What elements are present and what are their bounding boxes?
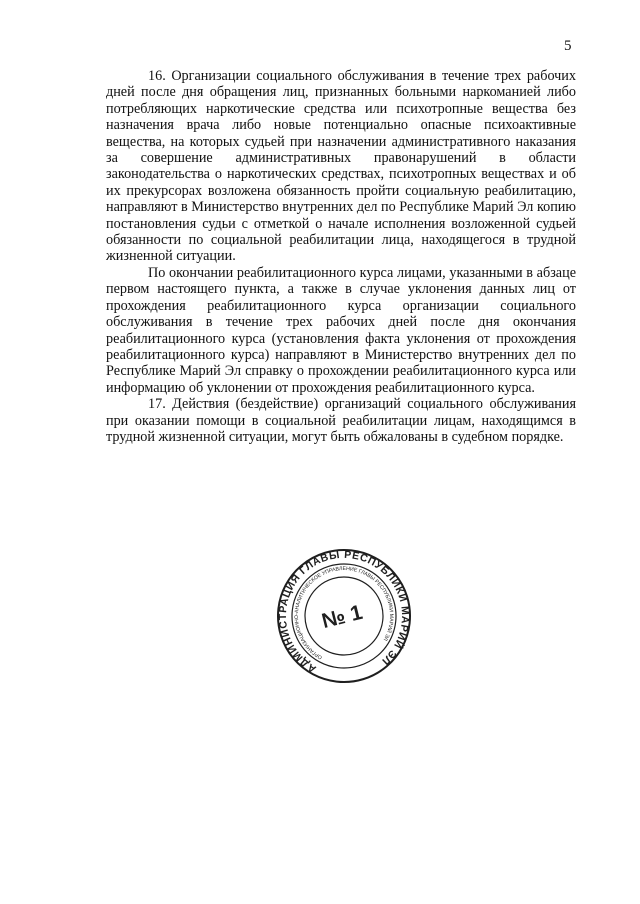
paragraph-17: 17. Действия (бездействие) организаций социального обслуживания при оказании помощи в социальной реабилитации лицам, находящимся в трудной жизненной ситуации, могут быть обжалованы в судебном порядке. xyxy=(106,396,576,445)
seal-inner-text: ОРГАНИЗАЦИОННО-АНАЛИТИЧЕСКОЕ УПРАВЛЕНИЕ ГЛАВЫ РЕСПУБЛИКИ МАРИЙ ЭЛ xyxy=(293,565,395,661)
seal-outer-text: АДМИНИСТРАЦИЯ ГЛАВЫ РЕСПУБЛИКИ МАРИЙ ЭЛ xyxy=(276,548,412,676)
official-seal xyxy=(276,548,412,684)
paragraph-16: 16. Организации социального обслуживания в течение трех рабочих дней после дня обращения лиц, признанных больными наркоманией либо потребляющих наркотические средства или психотропные вещества без назначения врача либо новые потенциально опасные психоактивные вещества, на которых судьей при назначении административного наказания за совершение административных правонарушений в области законодательства о наркотических средствах, психотропных веществах и об их прекурсорах возложена обязанность пройти социальную реабилитацию, направляют в Министерство внутренних дел по Республике Марий Эл копию постановления судьи с отметкой о начале исполнения возложенной судьей обязанности по социальной реабилитации лица, находящегося в трудной жизненной ситуации. xyxy=(106,68,576,265)
page-number: 5 xyxy=(564,38,572,54)
paragraph-16-continued: По окончании реабилитационного курса лицами, указанными в абзаце первом настоящего пункта, а также в случае уклонения данных лиц от прохождения реабилитационного курса организации социального обслуживания в течение трех рабочих дней после дня окончания реабилитационного курса (установления факта уклонения от прохождения реабилитационного курса) направляют в Министерство внутренних дел по Республике Марий Эл справку о прохождении реабилитационного курса или информацию об уклонении от прохождения реабилитационного курса. xyxy=(106,264,576,396)
document-body xyxy=(106,68,576,445)
seal-center-number: № 1 xyxy=(319,600,365,634)
